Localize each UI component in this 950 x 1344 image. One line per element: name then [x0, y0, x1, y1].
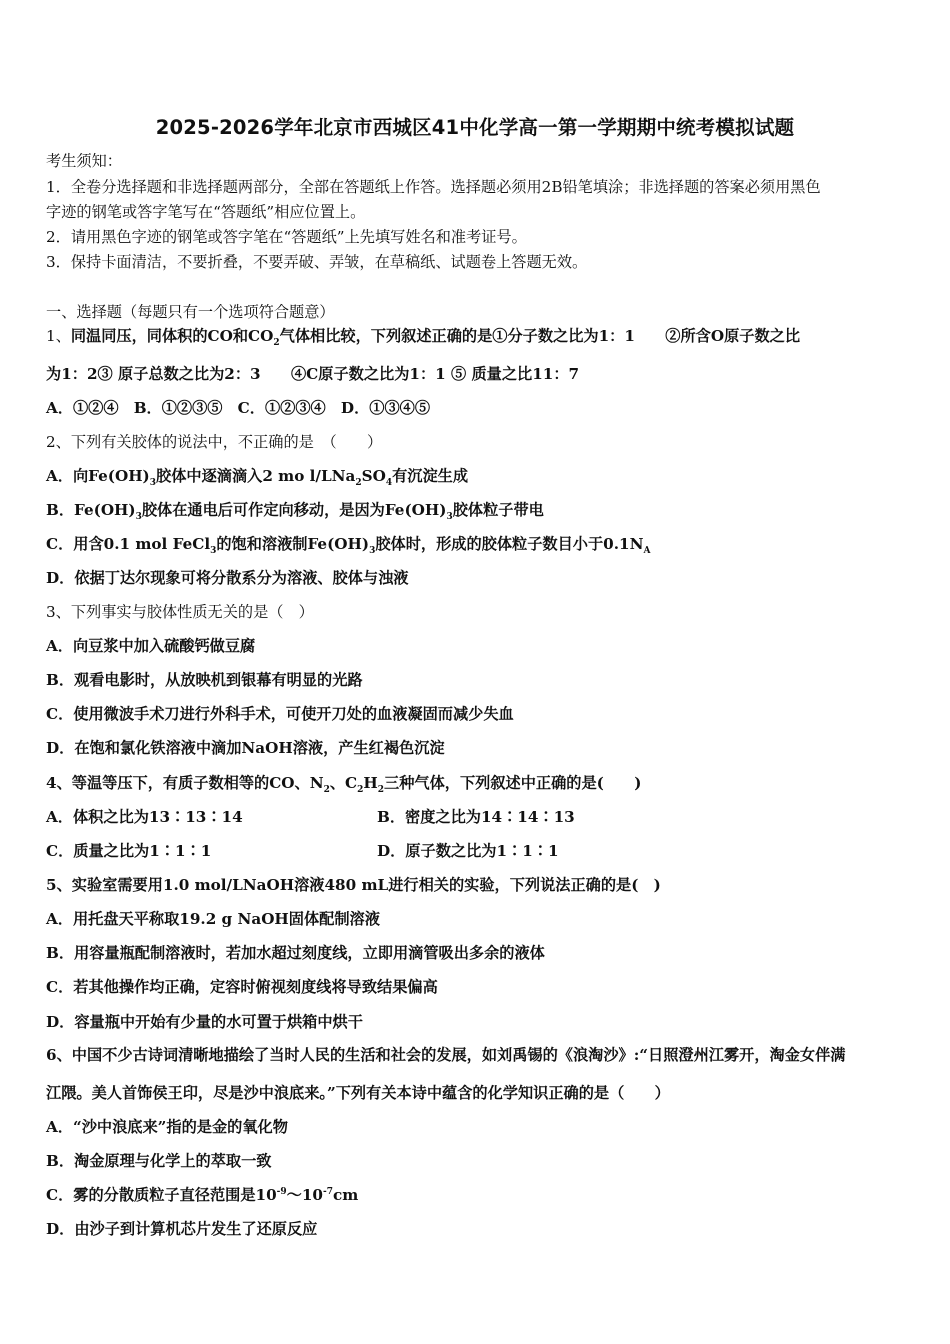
q2-b-text-2: 胶体在通电后可作定向移动，是因为Fe(OH): [141, 501, 447, 519]
q4-text-4: 三种气体，下列叙述中正确的是( ): [384, 774, 642, 792]
q1-text-1: 同温同压，同体积的CO和CO: [70, 327, 274, 345]
q6-c-sup-2: -7: [323, 1186, 333, 1197]
q1-number: 1、: [46, 327, 71, 345]
q6-c-sup-1: -9: [276, 1186, 287, 1197]
q2-a-text-4: 有沉淀生成: [392, 467, 469, 485]
q2-b-sub-1: 3: [135, 512, 142, 523]
q2-c-text-2: 的饱和溶液制Fe(OH): [216, 535, 370, 553]
q6-stem: 6、中国不少古诗词清晰地描绘了当时人民的生活和社会的发展，如刘禹锡的《浪淘沙》:“日照澄州江雾开，淘金女伴满: [46, 1046, 846, 1064]
q5-stem: [46, 875, 661, 895]
q4-option-d: D．原子数之比为1∶1∶1: [377, 842, 559, 860]
q1-text-2: 气体相比较，下列叙述正确的是①分子数之比为1：1 ②所含O原子数之比: [279, 327, 801, 345]
q4-option-a: A．体积之比为13∶13∶14: [46, 808, 243, 826]
q6-c-text-3: cm: [333, 1186, 359, 1204]
exam-title: 2025-2026学年北京市西城区41中化学高一第一学期期中统考模拟试题: [155, 116, 795, 139]
q3-stem: 3、下列事实与胶体性质无关的是（ ）: [46, 603, 314, 621]
notice-item-3: 3．保持卡面清洁，不要折叠，不要弄破、弄皱，在草稿纸、试题卷上答题无效。: [46, 253, 588, 271]
q6-option-c: [46, 1185, 358, 1205]
q2-a-sub-3: 4: [385, 478, 393, 489]
q4-sub-1: 2: [323, 785, 330, 796]
notice-item-2: 2．请用黑色字迹的钢笔或答字笔在“答题纸”上先填写姓名和准考证号。: [46, 228, 527, 246]
q4-text-3: H: [363, 774, 378, 792]
q3-option-b: B．观看电影时，从放映机到银幕有明显的光路: [46, 671, 363, 689]
q1-sub: 2: [273, 338, 280, 349]
q2-b-text-3: 胶体粒子带电: [452, 501, 544, 519]
q4-stem: [46, 773, 642, 796]
q2-c-sub-2: 3: [369, 546, 376, 557]
q5-option-a: A．用托盘天平称取19.2 g NaOH固体配制溶液: [46, 910, 380, 928]
q3-option-a: A．向豆浆中加入硫酸钙做豆腐: [46, 637, 256, 655]
q4-sub-3: 2: [377, 785, 385, 796]
q4-option-c: C．质量之比为1∶1∶1: [46, 842, 212, 860]
q6-option-d: D．由沙子到计算机芯片发生了还原反应: [46, 1220, 318, 1238]
q4-text-2: 、C: [329, 774, 358, 792]
q6-stem-cont: 江隈。美人首饰侯王印，尽是沙中浪底来。”下列有关本诗中蕴含的化学知识正确的是（ ）: [46, 1084, 670, 1102]
section-heading: 一、选择题（每题只有一个选项符合题意）: [46, 303, 335, 321]
q2-a-sub-1: 3: [149, 478, 156, 489]
q6-c-text-1: C．雾的分散质粒子直径范围是10: [46, 1186, 277, 1204]
q3-option-c: C．使用微波手术刀进行外科手术，可使开刀处的血液凝固而减少失血: [46, 705, 514, 723]
q4-sub-2: 2: [357, 785, 364, 796]
q4-option-b: B．密度之比为14∶14∶13: [377, 808, 575, 826]
notice-item-1: 1．全卷分选择题和非选择题两部分，全部在答题纸上作答。选择题必须用2B铅笔填涂；非选择题的答案必须用黑色: [46, 178, 821, 196]
q2-a-text-2: 胶体中逐滴滴入2 mo l/LNa: [156, 467, 356, 485]
q2-stem: 2、下列有关胶体的说法中，不正确的是 （ ）: [46, 433, 383, 451]
q6-option-a: A．“沙中浪底来”指的是金的氧化物: [46, 1118, 288, 1136]
q3-option-d: D．在饱和氯化铁溶液中滴加NaOH溶液，产生红褐色沉淀: [46, 739, 445, 757]
q2-option-c: [46, 534, 651, 557]
q2-option-b: [46, 500, 544, 523]
q4-text-1: 4、等温等压下，有质子数相等的CO、N: [46, 774, 324, 792]
q5-option-d: D．容量瓶中开始有少量的水可置于烘箱中烘干: [46, 1013, 363, 1031]
q6-c-text-2: ～10: [286, 1186, 323, 1204]
notice-item-1-cont: 字迹的钢笔或答字笔写在“答题纸”相应位置上。: [46, 203, 366, 221]
q2-b-text-1: B．Fe(OH): [46, 501, 136, 519]
q2-c-text-1: C．用含0.1 mol FeCl: [46, 535, 211, 553]
q2-c-text-3: 胶体时，形成的胶体粒子数目小于0.1N: [375, 535, 644, 553]
q2-option-a: [46, 466, 469, 489]
q6-option-b: B．淘金原理与化学上的萃取一致: [46, 1152, 272, 1170]
notice-heading: 考生须知：: [46, 152, 122, 170]
q5-option-b: B．用容量瓶配制溶液时，若加水超过刻度线，立即用滴管吸出多余的液体: [46, 944, 545, 962]
q1-stem: [46, 326, 801, 349]
q1-options: A．①②④ B．①②③⑤ C．①②③④ D．①③④⑤: [46, 399, 431, 417]
q2-a-sub-2: 2: [355, 478, 362, 489]
q2-c-sub-3: A: [643, 546, 651, 557]
q2-c-sub-1: 3: [210, 546, 217, 557]
q5-text: 5、实验室需要用1.0 mol/LNaOH溶液480 mL进行相关的实验，下列说法正确的是( ): [46, 876, 661, 894]
q2-b-sub-2: 3: [446, 512, 453, 523]
q2-option-d: D．依据丁达尔现象可将分散系分为溶液、胶体与浊液: [46, 569, 409, 587]
q2-a-text-3: SO: [361, 467, 386, 485]
q1-stem-cont: 为1：2③ 原子总数之比为2：3 ④C原子数之比为1：1 ⑤ 质量之比11：7: [46, 365, 580, 383]
q2-a-text-1: A．向Fe(OH): [46, 467, 150, 485]
q5-option-c: C．若其他操作均正确，定容时俯视刻度线将导致结果偏高: [46, 978, 438, 996]
